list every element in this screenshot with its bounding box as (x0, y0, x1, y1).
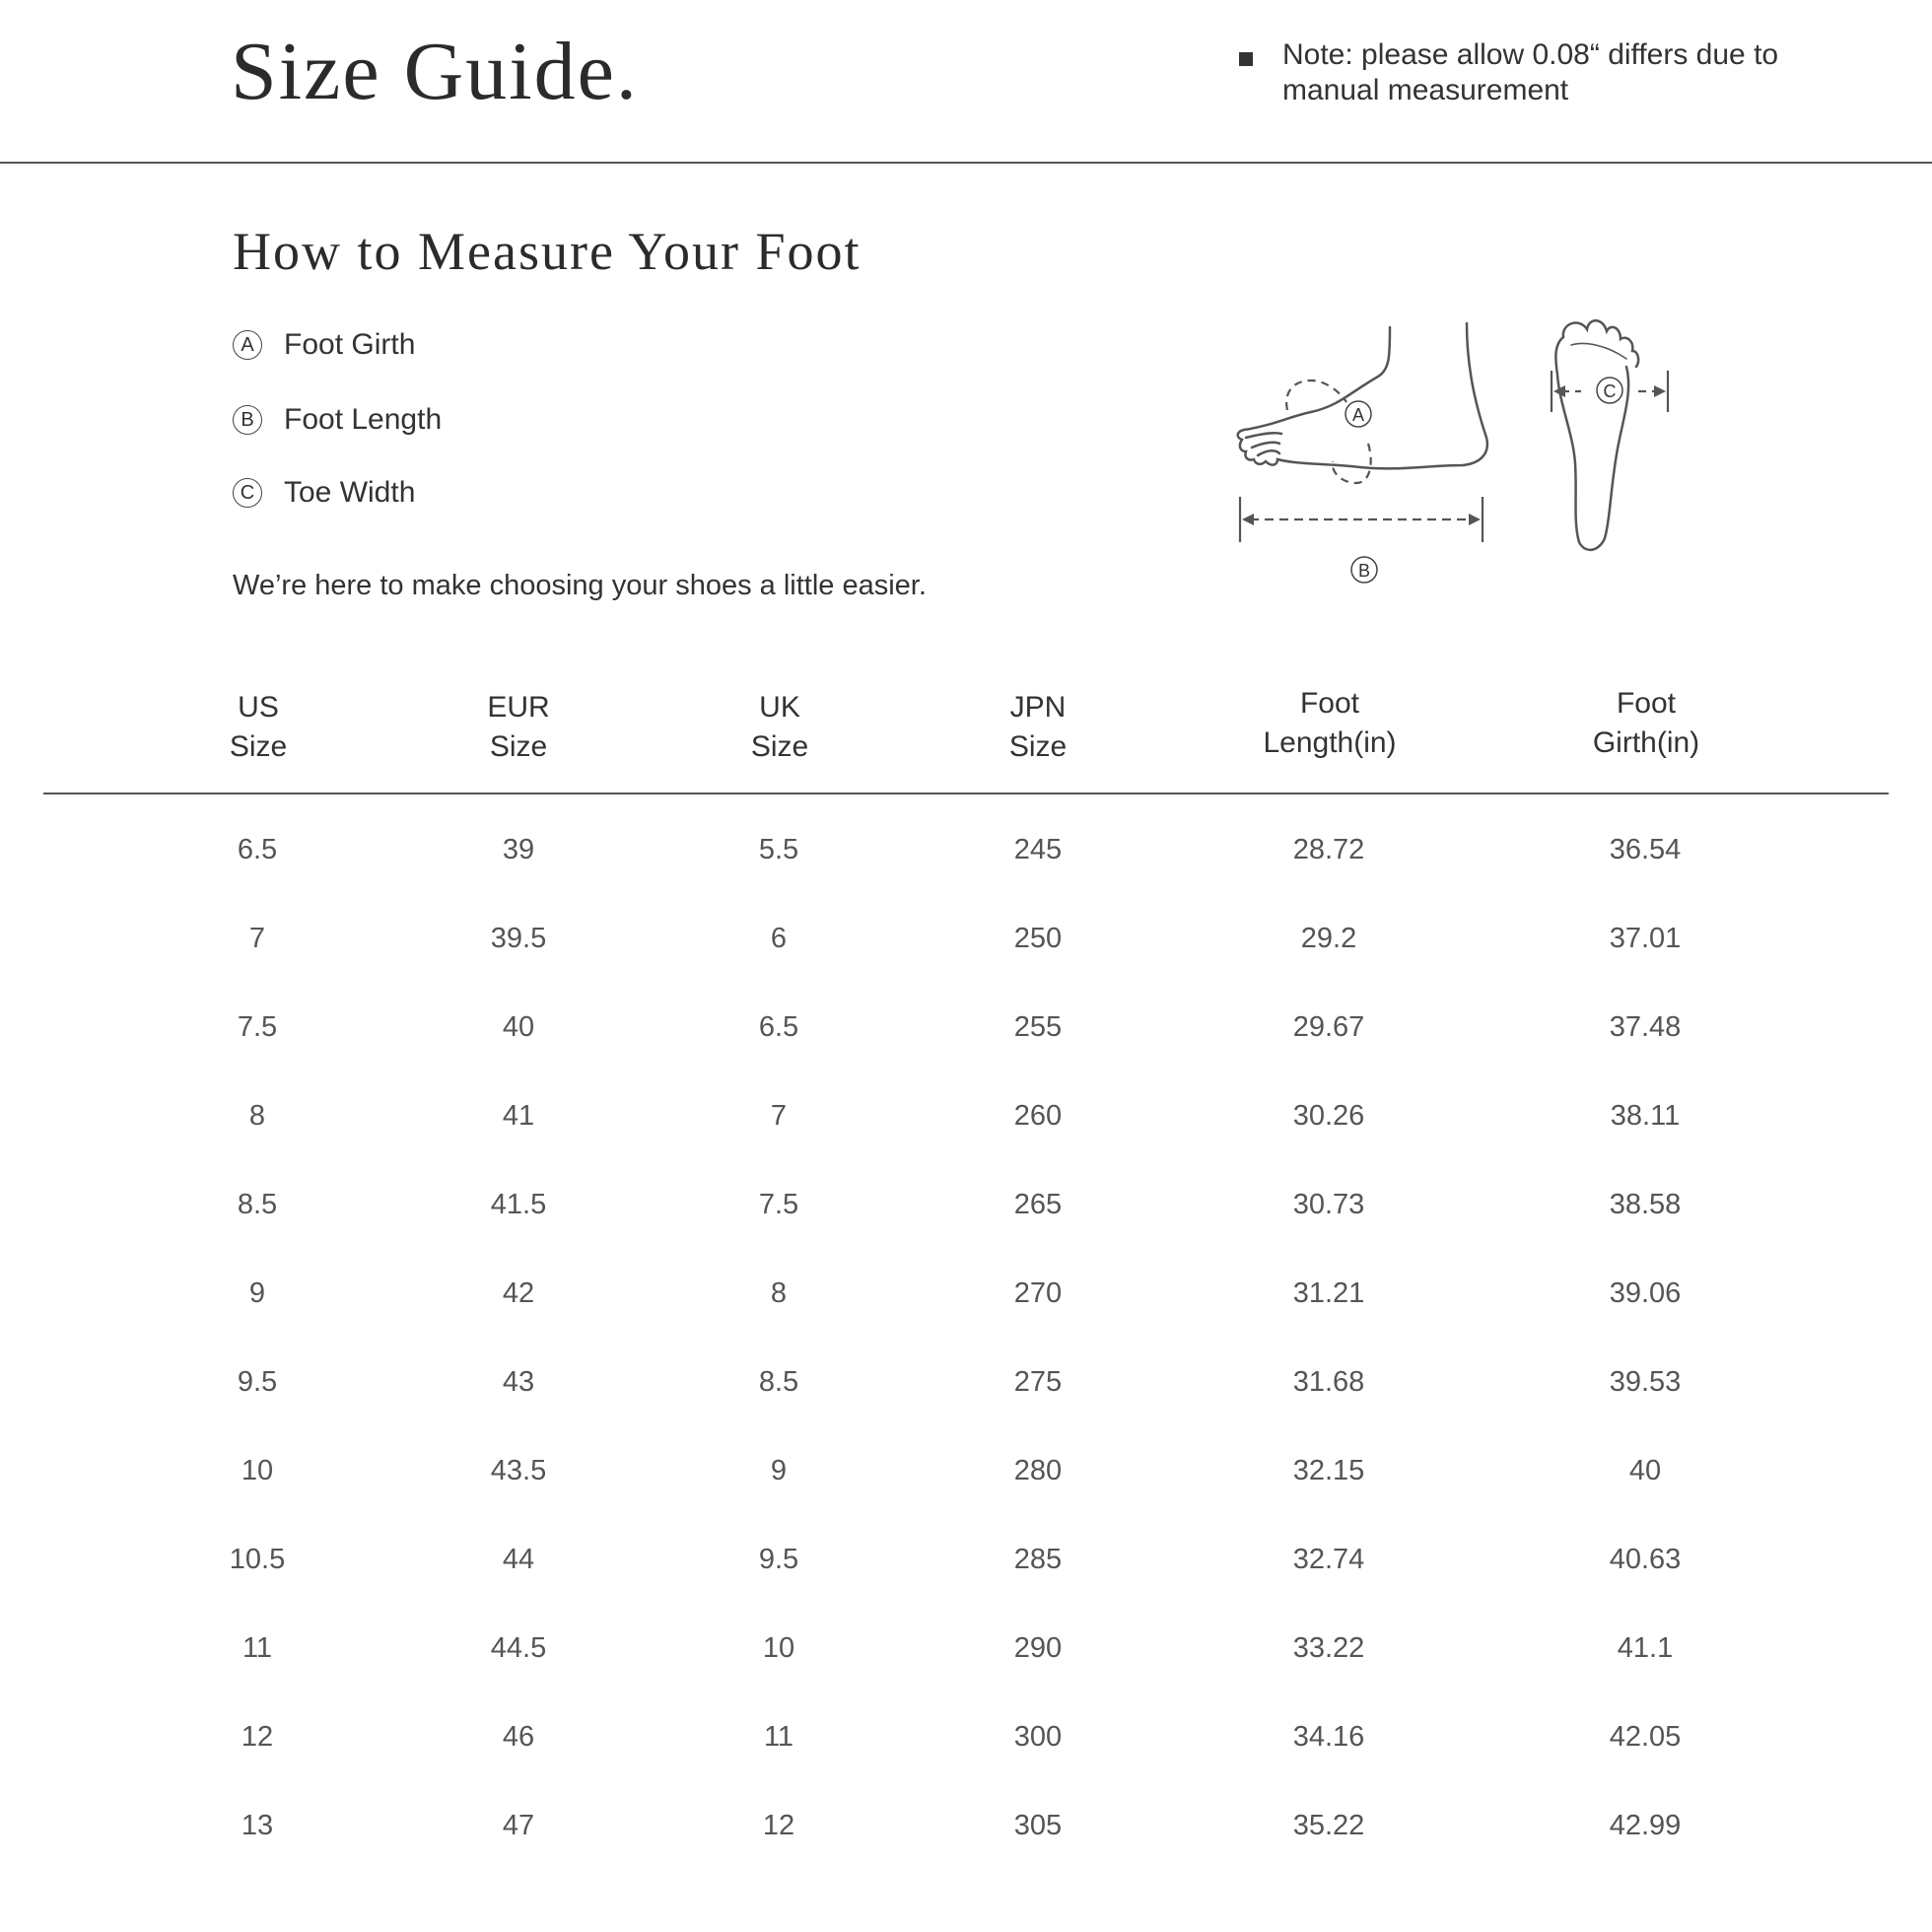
legend-label: Foot Girth (284, 328, 416, 361)
cell-jpn-size: 250 (1013, 923, 1063, 954)
circled-letter-b-icon: B (233, 405, 262, 435)
foot-sole-view-icon (1555, 320, 1638, 550)
legend-label: Foot Length (284, 403, 443, 436)
cell-eur-size: 44 (502, 1544, 535, 1575)
cell-foot-girth: 38.11 (1610, 1100, 1681, 1132)
header-line: Size (489, 730, 548, 763)
cell-foot-girth: 42.99 (1609, 1810, 1682, 1841)
cell-foot-girth: 40 (1628, 1455, 1662, 1486)
cell-uk-size: 6.5 (758, 1011, 799, 1043)
cell-us-size: 9.5 (237, 1366, 278, 1398)
cell-uk-size: 8.5 (758, 1366, 799, 1398)
cell-uk-size: 5.5 (758, 834, 799, 865)
tagline: We’re here to make choosing your shoes a little easier. (233, 570, 927, 601)
header-line: Foot (1616, 687, 1677, 720)
cell-foot-girth: 39.06 (1609, 1277, 1682, 1309)
cell-us-size: 10.5 (229, 1544, 286, 1575)
header-line: EUR (487, 691, 550, 724)
page-title: Size Guide. (231, 26, 639, 117)
cell-us-size: 12 (241, 1721, 274, 1753)
cell-jpn-size: 265 (1013, 1189, 1063, 1220)
cell-uk-size: 9.5 (758, 1544, 799, 1575)
column-header-foot-girth (1528, 684, 1764, 763)
label-b-icon (1351, 557, 1377, 583)
cell-jpn-size: 255 (1013, 1011, 1063, 1043)
header-line: Girth(in) (1592, 726, 1700, 759)
header-line: Foot (1299, 687, 1360, 720)
cell-us-size: 11 (242, 1632, 273, 1664)
cell-foot-girth: 40.63 (1609, 1544, 1682, 1575)
svg-text:B: B (1357, 561, 1371, 581)
cell-jpn-size: 290 (1013, 1632, 1063, 1664)
header-line: US (238, 691, 279, 724)
cell-uk-size: 10 (762, 1632, 795, 1664)
cell-foot-length: 31.68 (1292, 1366, 1365, 1398)
foot-side-view-icon (1238, 323, 1487, 468)
column-header-foot-length (1211, 684, 1448, 763)
cell-eur-size: 42 (502, 1277, 535, 1309)
cell-eur-size: 46 (502, 1721, 535, 1753)
cell-foot-girth: 41.1 (1617, 1632, 1674, 1664)
header-divider (0, 162, 1932, 164)
cell-us-size: 10 (241, 1455, 274, 1486)
cell-foot-length: 30.26 (1292, 1100, 1365, 1132)
svg-text:C: C (1603, 381, 1617, 401)
header-line: Size (750, 730, 809, 763)
cell-uk-size: 9 (770, 1455, 788, 1486)
cell-foot-length: 29.67 (1292, 1011, 1365, 1043)
header-line: Size (229, 730, 288, 763)
column-header-uk-size (661, 688, 898, 767)
cell-uk-size: 7 (770, 1100, 788, 1132)
cell-us-size: 13 (241, 1810, 274, 1841)
cell-uk-size: 11 (763, 1721, 794, 1753)
circled-letter-a-icon: A (233, 330, 262, 360)
table-header-divider (43, 793, 1889, 794)
cell-eur-size: 41 (502, 1100, 535, 1132)
cell-foot-girth: 42.05 (1609, 1721, 1682, 1753)
header-line: UK (759, 691, 800, 724)
cell-eur-size: 39 (502, 834, 535, 865)
note-text: Note: please allow 0.08“ differs due to manual measurement (1282, 38, 1779, 106)
cell-foot-girth: 37.48 (1609, 1011, 1682, 1043)
legend-item-toe-width (233, 475, 415, 511)
cell-jpn-size: 270 (1013, 1277, 1063, 1309)
cell-foot-length: 32.15 (1292, 1455, 1365, 1486)
column-header-jpn-size (920, 688, 1156, 767)
label-a-icon (1346, 401, 1371, 427)
cell-uk-size: 7.5 (758, 1189, 799, 1220)
square-bullet-icon (1239, 52, 1253, 66)
cell-uk-size: 12 (762, 1810, 795, 1841)
cell-jpn-size: 300 (1013, 1721, 1063, 1753)
cell-foot-length: 31.21 (1292, 1277, 1365, 1309)
length-arrow (1240, 497, 1483, 542)
cell-foot-length: 28.72 (1292, 834, 1365, 865)
cell-us-size: 8.5 (237, 1189, 278, 1220)
cell-eur-size: 43.5 (490, 1455, 547, 1486)
cell-eur-size: 41.5 (490, 1189, 547, 1220)
cell-us-size: 9 (248, 1277, 266, 1309)
cell-foot-length: 29.2 (1300, 923, 1357, 954)
label-c-icon (1597, 378, 1622, 403)
header-line: JPN (1009, 691, 1067, 724)
cell-foot-length: 30.73 (1292, 1189, 1365, 1220)
circled-letter-c-icon: C (233, 478, 262, 508)
header-line: Length(in) (1263, 726, 1397, 759)
foot-measurement-illustration (1232, 315, 1686, 601)
cell-uk-size: 6 (770, 923, 788, 954)
cell-jpn-size: 275 (1013, 1366, 1063, 1398)
header-line: Size (1008, 730, 1068, 763)
cell-foot-length: 35.22 (1292, 1810, 1365, 1841)
column-header-eur-size (400, 688, 637, 767)
cell-jpn-size: 245 (1013, 834, 1063, 865)
cell-foot-length: 32.74 (1292, 1544, 1365, 1575)
cell-eur-size: 44.5 (490, 1632, 547, 1664)
cell-eur-size: 43 (502, 1366, 535, 1398)
cell-us-size: 7.5 (237, 1011, 278, 1043)
legend-label: Toe Width (284, 476, 416, 509)
cell-jpn-size: 280 (1013, 1455, 1063, 1486)
cell-us-size: 6.5 (237, 834, 278, 865)
cell-eur-size: 39.5 (490, 923, 547, 954)
cell-jpn-size: 260 (1013, 1100, 1063, 1132)
cell-foot-girth: 38.58 (1609, 1189, 1682, 1220)
cell-foot-girth: 39.53 (1609, 1366, 1682, 1398)
cell-foot-length: 33.22 (1292, 1632, 1365, 1664)
legend-item-foot-length (233, 402, 442, 438)
column-header-us-size (140, 688, 377, 767)
cell-foot-length: 34.16 (1292, 1721, 1365, 1753)
cell-uk-size: 8 (770, 1277, 788, 1309)
cell-foot-girth: 36.54 (1609, 834, 1682, 865)
cell-us-size: 7 (248, 923, 266, 954)
cell-foot-girth: 37.01 (1609, 923, 1682, 954)
cell-jpn-size: 285 (1013, 1544, 1063, 1575)
cell-eur-size: 40 (502, 1011, 535, 1043)
section-title: How to Measure Your Foot (233, 222, 862, 281)
cell-us-size: 8 (248, 1100, 266, 1132)
cell-eur-size: 47 (502, 1810, 535, 1841)
legend-item-foot-girth (233, 327, 415, 363)
svg-text:A: A (1351, 405, 1365, 425)
cell-jpn-size: 305 (1013, 1810, 1063, 1841)
measurement-note (1239, 37, 1791, 108)
